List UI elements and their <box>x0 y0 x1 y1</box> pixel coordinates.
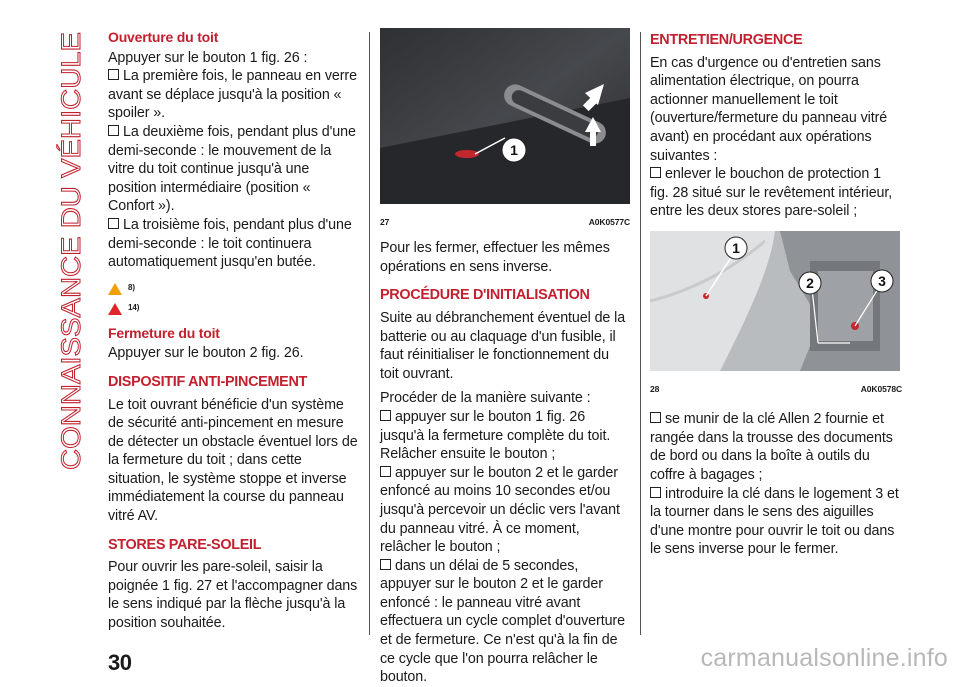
bullet-text: enlever le bouchon de protection 1 fig. 28 situé sur le revêtement intérieur, entre les deux stores pare-soleil ; <box>650 166 893 220</box>
figure-27-callout-1: 1 <box>510 142 518 158</box>
paragraph-fermer: Pour les fermer, effectuer les mêmes opérations en sens inverse. <box>380 240 610 275</box>
figure-28-number: 28 <box>650 383 660 394</box>
column-divider <box>369 32 370 635</box>
figure-27-number: 27 <box>380 216 390 227</box>
bullet-text: se munir de la clé Allen 2 fournie et rangée dans la trousse des documents de bord ou dans la boîte à outils du coffre à bagages ; <box>650 411 893 483</box>
warning-reference <box>108 282 358 296</box>
bullet-text: appuyer sur le bouton 1 fig. 26 jusqu'à la fermeture complète du toit. Relâcher ensuite le bouton ; <box>380 408 611 463</box>
danger-ref-label: 14) <box>128 303 140 313</box>
bullet-item <box>380 464 630 557</box>
figure-27-code: A0K0577C <box>588 216 630 227</box>
paragraph-initialisation: Suite au débranchement éventuel de la batterie ou au claquage d'un fusible, il faut réinitialiser le fonctionnement du toit ouvrant. <box>380 309 626 382</box>
heading-anti-pincement: DISPOSITIF ANTI-PINCEMENT <box>108 373 308 390</box>
heading-fermeture: Fermeture du toit <box>108 324 220 341</box>
bullet-item <box>108 123 358 216</box>
danger-triangle-icon <box>108 303 122 315</box>
bullet-box-icon <box>108 69 119 80</box>
figure-28-callout-1: 1 <box>732 239 740 256</box>
bullet-item <box>380 408 630 464</box>
bullet-box-icon <box>380 466 391 477</box>
bullet-item <box>108 67 358 123</box>
bullet-item <box>650 165 902 221</box>
paragraph-anti-pincement: Le toit ouvrant bénéficie d'un système de sécurité anti-pincement en mesure de détecter un obstacle éventuel lors de la fermeture du toit ; dans cette situation, le système stoppe et inverse immédiatement la course du panneau vitré AV. <box>108 396 358 525</box>
paragraph-stores: Pour ouvrir les pare-soleil, saisir la poignée 1 fig. 27 et l'accompagner dans le sens indiqué par la flèche jusqu'à la position souhaitée. <box>108 559 358 632</box>
paragraph-proceder: Procéder de la manière suivante : <box>380 390 591 407</box>
bullet-box-icon <box>108 218 119 229</box>
heading-ouverture: Ouverture du toit <box>108 29 219 45</box>
bullet-box-icon <box>108 125 119 136</box>
section-side-title <box>50 30 90 470</box>
bullet-item <box>650 410 902 484</box>
column-divider <box>640 32 641 635</box>
warning-triangle-icon <box>108 283 122 295</box>
bullet-text: dans un délai de 5 secondes, appuyer sur le bouton 2 et le garder enfoncé : le panneau vitré avant effectuera un cycle complet d'ouverture et de fermeture. Ce n'est qu'à la fin de ce cycle que l'on pourra relâcher le bouton. <box>380 557 625 686</box>
bullet-text: La première fois, le panneau en verre avant se déplace jusqu'à la position « spoiler ». <box>108 68 357 122</box>
figure-28-code: A0K0578C <box>860 383 902 394</box>
figure-27-caption <box>380 213 630 232</box>
heading-initialisation: PROCÉDURE D'INITIALISATION <box>380 287 590 304</box>
danger-reference <box>108 302 358 316</box>
heading-entretien: ENTRETIEN/URGENCE <box>650 32 803 48</box>
bullet-text: appuyer sur le bouton 2 et le garder enfoncé au moins 10 secondes et/ou jusqu'à percevoir un déclic vers l'avant du panneau vitré. À ce moment, relâcher le bouton ; <box>380 464 620 556</box>
figure-27 <box>380 28 630 231</box>
heading-stores: STORES PARE-SOLEIL <box>108 536 262 553</box>
bullet-text: La deuxième fois, pendant plus d'une demi-seconde : le mouvement de la vitre du toit continue jusqu'à une position intermédiaire (position « Confort »). <box>108 123 356 215</box>
bullet-box-icon <box>380 559 391 570</box>
watermark: carmanualsonline.info <box>700 644 948 672</box>
bullet-box-icon <box>650 412 661 423</box>
side-title-text: CONNAISSANCE DU VÉHICULE <box>56 64 86 470</box>
bullet-box-icon <box>650 167 661 178</box>
paragraph-entretien: En cas d'urgence ou d'entretien sans alimentation électrique, on pourra actionner manuellement le toit (ouverture/fermeture du panneau vitré avant) en procédant aux opérations suivantes : <box>650 54 888 164</box>
bullet-item <box>108 216 358 272</box>
bullet-box-icon <box>650 487 661 498</box>
column-1 <box>108 28 358 639</box>
figure-27-image <box>380 28 630 204</box>
paragraph-fermeture: Appuyer sur le bouton 2 fig. 26. <box>108 345 304 362</box>
column-2 <box>380 28 630 687</box>
bullet-text: La troisième fois, pendant plus d'une demi-seconde : le toit continuera automatiquement jusqu'en butée. <box>108 216 352 271</box>
bullet-item <box>650 485 902 559</box>
warning-ref-label: 8) <box>128 283 135 293</box>
figure-28 <box>650 231 902 398</box>
figure-28-image <box>650 231 900 371</box>
bullet-item <box>380 557 630 687</box>
bullet-text: introduire la clé dans le logement 3 et la tourner dans le sens des aiguilles d'une montre pour ouvrir le toit ou dans le sens inverse pour le fermer. <box>650 485 899 558</box>
column-3 <box>650 28 902 559</box>
figure-28-callout-3: 3 <box>878 272 886 289</box>
page-number: 30 <box>108 650 132 675</box>
paragraph-ouverture: Appuyer sur le bouton 1 fig. 26 : <box>108 49 308 66</box>
figure-28-caption <box>650 380 902 399</box>
figure-28-callout-2: 2 <box>806 274 814 291</box>
bullet-box-icon <box>380 410 391 421</box>
